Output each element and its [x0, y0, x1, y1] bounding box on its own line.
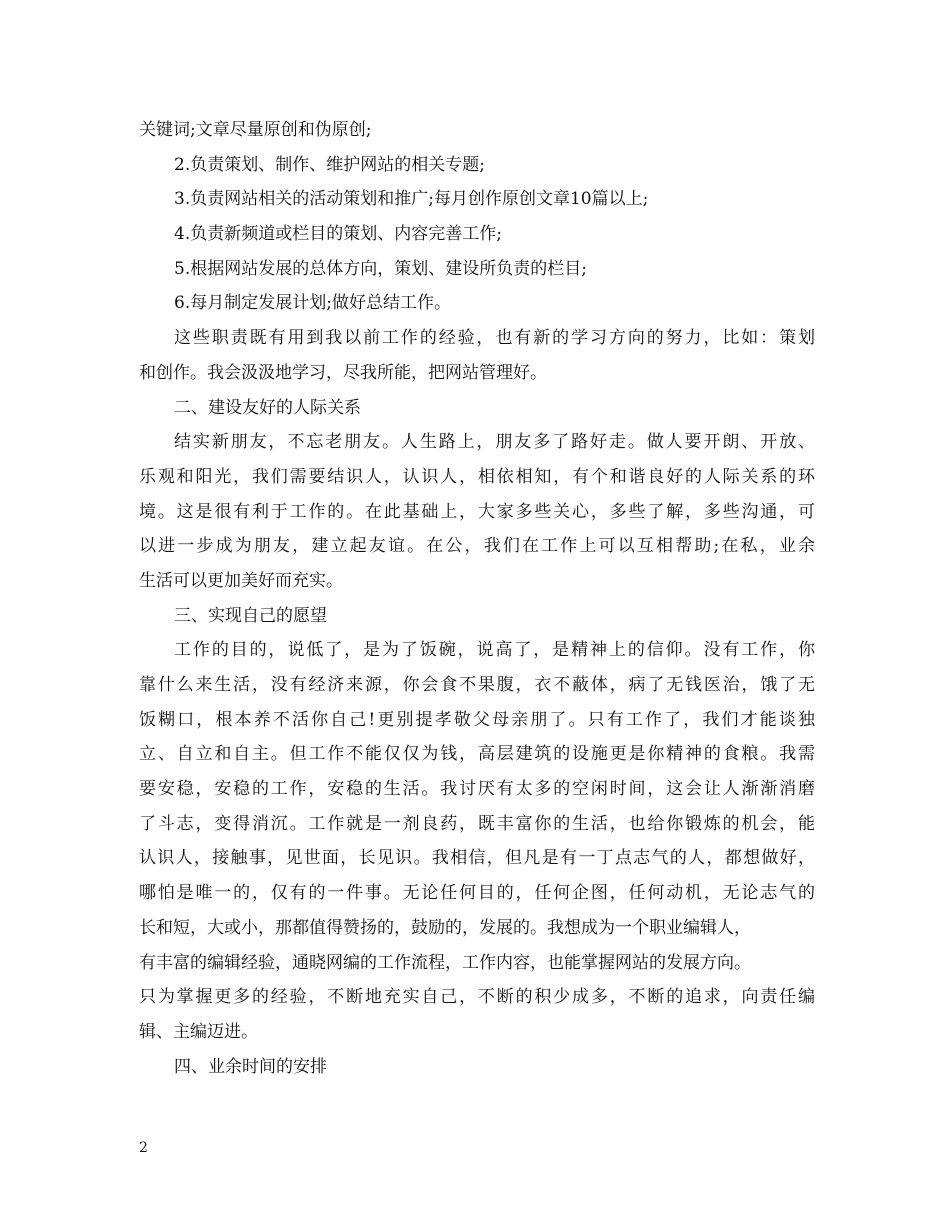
paragraph-line: 长和短，大或小，那都值得赞扬的，鼓励的，发展的。我想成为一个职业编辑人，	[139, 917, 751, 938]
paragraph-line: 这些职责既有用到我以前工作的经验，也有新的学习方向的努力，比如：策划	[174, 328, 815, 349]
paragraph-line: 了斗志，变得消沉。工作就是一剂良药，既丰富你的生活，也给你锻炼的机会，能	[139, 813, 815, 834]
paragraph-line: 有丰富的编辑经验，通晓网编的工作流程，工作内容，也能掌握网站的发展方向。	[139, 952, 751, 973]
list-item-4: 4.负责新频道或栏目的策划、内容完善工作;	[174, 224, 502, 245]
paragraph-line: 靠什么来生活，没有经济来源，你会食不果腹，衣不蔽体，病了无钱医治，饿了无	[139, 675, 815, 695]
document-body	[139, 113, 815, 1084]
paragraph-line: 境。这是很有利于工作的。在此基础上，大家多些关心，多些了解，多些沟通，可	[139, 501, 815, 522]
list-item-5: 5.根据网站发展的总体方向，策划、建设所负责的栏目;	[174, 258, 587, 279]
list-item-2: 2.负责策划、制作、维护网站的相关专题;	[174, 154, 485, 175]
paragraph-line: 辑、主编迈进。	[139, 1021, 258, 1042]
paragraph-line: 要安稳，安稳的工作，安稳的生活。我讨厌有太多的空闲时间，这会让人渐渐消磨	[139, 779, 815, 800]
paragraph-line: 哪怕是唯一的，仅有的一件事。无论任何目的，任何企图，任何动机，无论志气的	[139, 883, 815, 904]
page-number: 2	[139, 1140, 148, 1156]
list-item-3: 3.负责网站相关的活动策划和推广;每月创作原创文章10篇以上;	[174, 189, 649, 210]
paragraph-line: 只为掌握更多的经验，不断地充实自己，不断的积少成多，不断的追求，向责任编	[139, 987, 815, 1008]
section-heading-4: 四、业余时间的安排	[174, 1056, 327, 1077]
list-item-6: 6.每月制定发展计划;做好总结工作。	[174, 293, 451, 314]
paragraph-line: 工作的目的，说低了，是为了饭碗，说高了，是精神上的信仰。没有工作，你	[174, 640, 815, 661]
text-line: 关键词;文章尽量原创和伪原创;	[139, 120, 372, 140]
paragraph-line: 结实新朋友，不忘老朋友。人生路上，朋友多了路好走。做人要开朗、开放、	[174, 432, 815, 453]
paragraph-line: 生活可以更加美好而充实。	[139, 570, 343, 591]
paragraph-line: 饭糊口，根本养不活你自己!更别提孝敬父母亲朋了。只有工作了，我们才能谈独	[139, 709, 815, 730]
paragraph-line: 以进一步成为朋友，建立起友谊。在公，我们在工作上可以互相帮助;在私，业余	[139, 536, 815, 557]
section-heading-3: 三、实现自己的愿望	[174, 605, 327, 626]
section-heading-2: 二、建设友好的人际关系	[174, 397, 361, 418]
paragraph-line: 和创作。我会汲汲地学习，尽我所能，把网站管理好。	[139, 362, 547, 383]
paragraph-line: 乐观和阳光，我们需要结识人，认识人，相依相知，有个和谐良好的人际关系的环	[139, 466, 815, 487]
paragraph-line: 认识人，接触事，见世面，长见识。我相信，但凡是有一丁点志气的人，都想做好，	[139, 848, 815, 869]
paragraph-line: 立、自立和自主。但工作不能仅仅为钱，高层建筑的设施更是你精神的食粮。我需	[139, 744, 815, 765]
